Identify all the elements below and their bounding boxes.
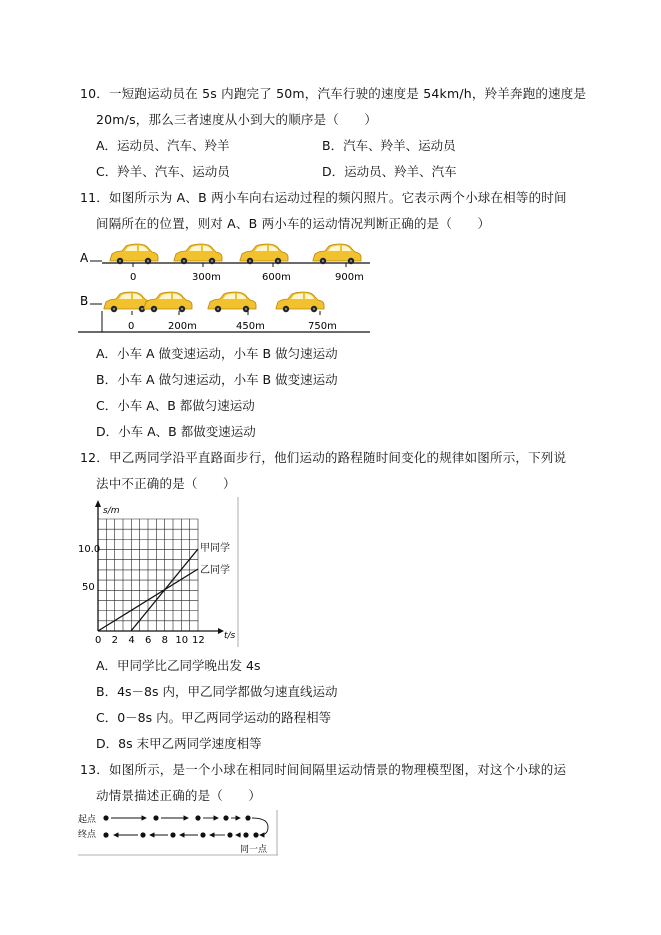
row-b-tick-450m: 450m (236, 321, 265, 332)
q12-stem-line2: 法中不正确的是（ ） (96, 476, 236, 491)
y-tick-50: 50 (82, 582, 95, 593)
q13-ball-motion-figure (78, 810, 278, 856)
q11-stem-line1: 11．如图所示为 A、B 两小车向右运动过程的频闪照片。它表示两个小球在相等的时间 (80, 190, 567, 205)
series-yi-label: 乙同学 (200, 565, 230, 576)
same-point-label: 同一点 (240, 845, 268, 855)
q10-stem-line1: 10．一短跑运动员在 5s 内跑完了 50m，汽车行驶的速度是 54km/h，羚羊奔跑的速度是 (80, 86, 587, 101)
q12-option-a[interactable]: A．甲同学比乙同学晚出发 4s (96, 658, 261, 673)
q13-stem-line2: 动情景描述正确的是（ ） (96, 788, 262, 803)
x-tick-4: 4 (128, 635, 135, 646)
x-tick-8: 8 (161, 635, 169, 646)
row-b-car-2 (144, 292, 192, 312)
q10-option-a[interactable]: A．运动员、汽车、羚羊 (96, 138, 230, 153)
row-a-car-4 (313, 244, 361, 264)
row-a-car-1 (110, 244, 158, 264)
q10-option-b[interactable]: B．汽车、羚羊、运动员 (322, 138, 456, 153)
ball-top-4 (223, 815, 228, 820)
x-tick-0: 0 (95, 635, 102, 646)
ball-bottom-4 (200, 832, 205, 837)
x-axis-label: t/s (224, 631, 236, 641)
q10-option-c[interactable]: C．羚羊、汽车、运动员 (96, 164, 230, 179)
row-a-tick-600m: 600m (262, 272, 291, 283)
q11-option-c[interactable]: C．小车 A、B 都做匀速运动 (96, 398, 255, 413)
row-a-label: A (80, 251, 89, 265)
q12-option-b[interactable]: B．4s－8s 内，甲乙同学都做匀速直线运动 (96, 684, 338, 699)
row-b-label: B (80, 294, 89, 308)
x-tick-10: 10 (175, 635, 189, 646)
q11-option-b[interactable]: B．小车 A 做匀速运动，小车 B 做变速运动 (96, 372, 338, 387)
ball-top-2 (153, 815, 158, 820)
q11-car-figure (78, 240, 378, 335)
row-a-tick-900m: 900m (335, 272, 364, 283)
row-a-tick-0: 0 (130, 272, 137, 283)
series-jia-label: 甲同学 (200, 543, 230, 554)
ball-bottom-2 (243, 832, 248, 837)
q12-option-d[interactable]: D．8s 末甲乙两同学速度相等 (96, 736, 262, 751)
q10-option-d[interactable]: D．运动员、羚羊、汽车 (322, 164, 457, 179)
row-a-car-3 (240, 244, 288, 264)
ball-bottom-3 (227, 832, 232, 837)
end-label: 终点 (78, 830, 97, 840)
x-tick-12: 12 (192, 635, 205, 646)
q11-option-a[interactable]: A．小车 A 做变速运动，小车 B 做匀速运动 (96, 346, 338, 361)
q12-option-c[interactable]: C．0－8s 内。甲乙两同学运动的路程相等 (96, 710, 332, 725)
y-tick-10: 10.0 (78, 544, 101, 555)
x-tick-6: 6 (145, 635, 152, 646)
ball-bottom-5 (170, 832, 175, 837)
ball-bottom-7 (103, 832, 108, 837)
row-b-tick-750m: 750m (308, 321, 337, 332)
ball-top-5 (245, 815, 250, 820)
q12-distance-time-graph (78, 497, 246, 647)
row-b-tick-0: 0 (128, 321, 135, 332)
q10-stem-line2: 20m/s，那么三者速度从小到大的顺序是（ ） (96, 112, 378, 127)
q13-stem-line1: 13．如图所示，是一个小球在相同时间间隔里运动情景的物理模型图，对这个小球的运 (80, 762, 567, 777)
q11-option-d[interactable]: D．小车 A、B 都做变速运动 (96, 424, 256, 439)
row-b-car-4 (276, 292, 324, 312)
row-a-car-2 (174, 244, 222, 264)
row-b-tick-200m: 200m (168, 321, 197, 332)
start-label: 起点 (78, 815, 97, 825)
ball-top-3 (195, 815, 200, 820)
y-axis-label: s/m (103, 506, 120, 516)
ball-bottom-6 (140, 832, 145, 837)
x-tick-2: 2 (111, 635, 119, 646)
row-b-car-3 (208, 292, 256, 312)
ball-top-1 (103, 815, 108, 820)
ball-bottom-1 (253, 832, 258, 837)
q12-stem-line1: 12．甲乙两同学沿平直路面步行，他们运动的路程随时间变化的规律如图所示，下列说 (80, 450, 567, 465)
row-a-tick-300m: 300m (192, 272, 221, 283)
q11-stem-line2: 间隔所在的位置，则对 A、B 两小车的运动情况判断正确的是（ ） (96, 216, 491, 231)
